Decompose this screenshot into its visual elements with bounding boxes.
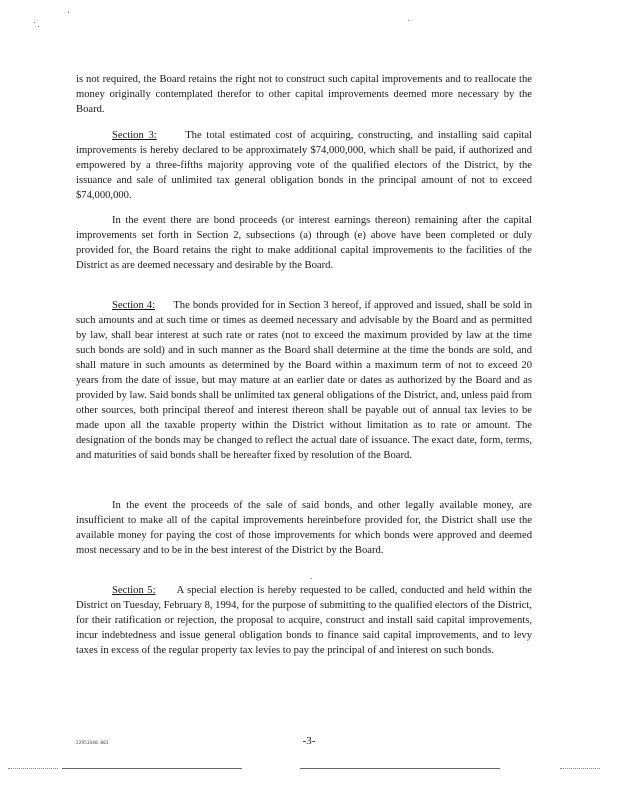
scan-speck [34,22,35,23]
scan-speck [38,26,39,27]
section-3-label: Section 3: [112,130,157,141]
paragraph-text: is not required, the Board retains the right not to construct such capital improvements and to reallocate the money originally contemplated therefor to other capital improvements deemed more necessary by the Board. [76,74,532,115]
scan-edge-line [300,768,500,769]
scan-edge-mark [8,768,58,770]
section-5-label: Section 5: [112,585,156,596]
scan-edge-mark [560,768,600,770]
page-number: -3- [302,735,316,747]
paragraph-insufficient-proceeds [76,498,532,558]
scan-speck [311,578,312,579]
document-code: 22953340.001 [76,741,109,746]
paragraph-text: In the event the proceeds of the sale of said bonds, and other legally available money, are insufficient to make all of the capital improvements hereinbefore provided for, the District shall use the available money for paying the cost of those improvements for which bonds were approved and deemed most necessary and to be in the best interest of the District by the Board. [76,500,532,556]
paragraph-text: A special election is hereby requested to be called, conducted and held within the District on Tuesday, February 8, 1994, for the purpose of submitting to the qualified electors of the District, for their ratification or rejection, the proposal to acquire, construct and install said capital improvements, incur indebtedness and issue general obligation bonds to finance said capital improvements, and to levy taxes in excess of the regular property tax levies to pay the principal of and interest on such bonds. [76,585,532,656]
paragraph-text: In the event there are bond proceeds (or interest earnings thereon) remaining after the capital improvements set forth in Section 2, subsections (a) through (e) above have been completed or duly provided for, the Board retains the right to make additional capital improvements to the facilities of the District as are deemed necessary and desirable by the Board. [76,215,532,271]
scan-speck [68,12,69,13]
paragraph-text: The bonds provided for in Section 3 hereof, if approved and issued, shall be sold in such amounts and at such time or times as deemed necessary and advisable by the Board and as permitted by law, shall bear interest at such rate or rates (not to exceed the maximum provided by law at the time such bonds are sold) and in such manner as the Board shall determine at the time the bonds are sold, and shall mature in such amounts as determined by the Board within a maximum term of not to exceed 20 years from the date of issue, but may mature at an earlier date or dates as authorized by the Board and as provided by law. Said bonds shall be unlimited tax general obligations of the District, and, unless paid from other sources, both principal thereof and interest thereon shall be payable out of annual tax levies to be made upon all the taxable property within the District without limitation as to rate or amount. The designation of the bonds may be changed to reflect the actual date of issuance. The exact date, form, terms, and maturities of said bonds shall be hereafter fixed by resolution of the Board. [76,300,532,461]
paragraph-continuation [76,72,532,117]
section-4-label: Section 4: [112,300,156,311]
paragraph-bond-proceeds [76,213,532,273]
paragraph-section-5 [76,583,532,658]
paragraph-section-3 [76,128,532,203]
paragraph-section-4 [76,298,532,463]
paragraph-text: The total estimated cost of acquiring, constructing, and installing said capital improvements is hereby declared to be approximately $74,000,000, which shall be paid, if authorized and empowered by a three-fifths majority approving vote of the qualified electors of the District, by the issuance and sale of unlimited tax general obligation bonds in the principal amount of not to exceed $74,000,000. [76,130,533,201]
scan-speck [408,20,409,21]
scan-edge-line [62,768,242,769]
